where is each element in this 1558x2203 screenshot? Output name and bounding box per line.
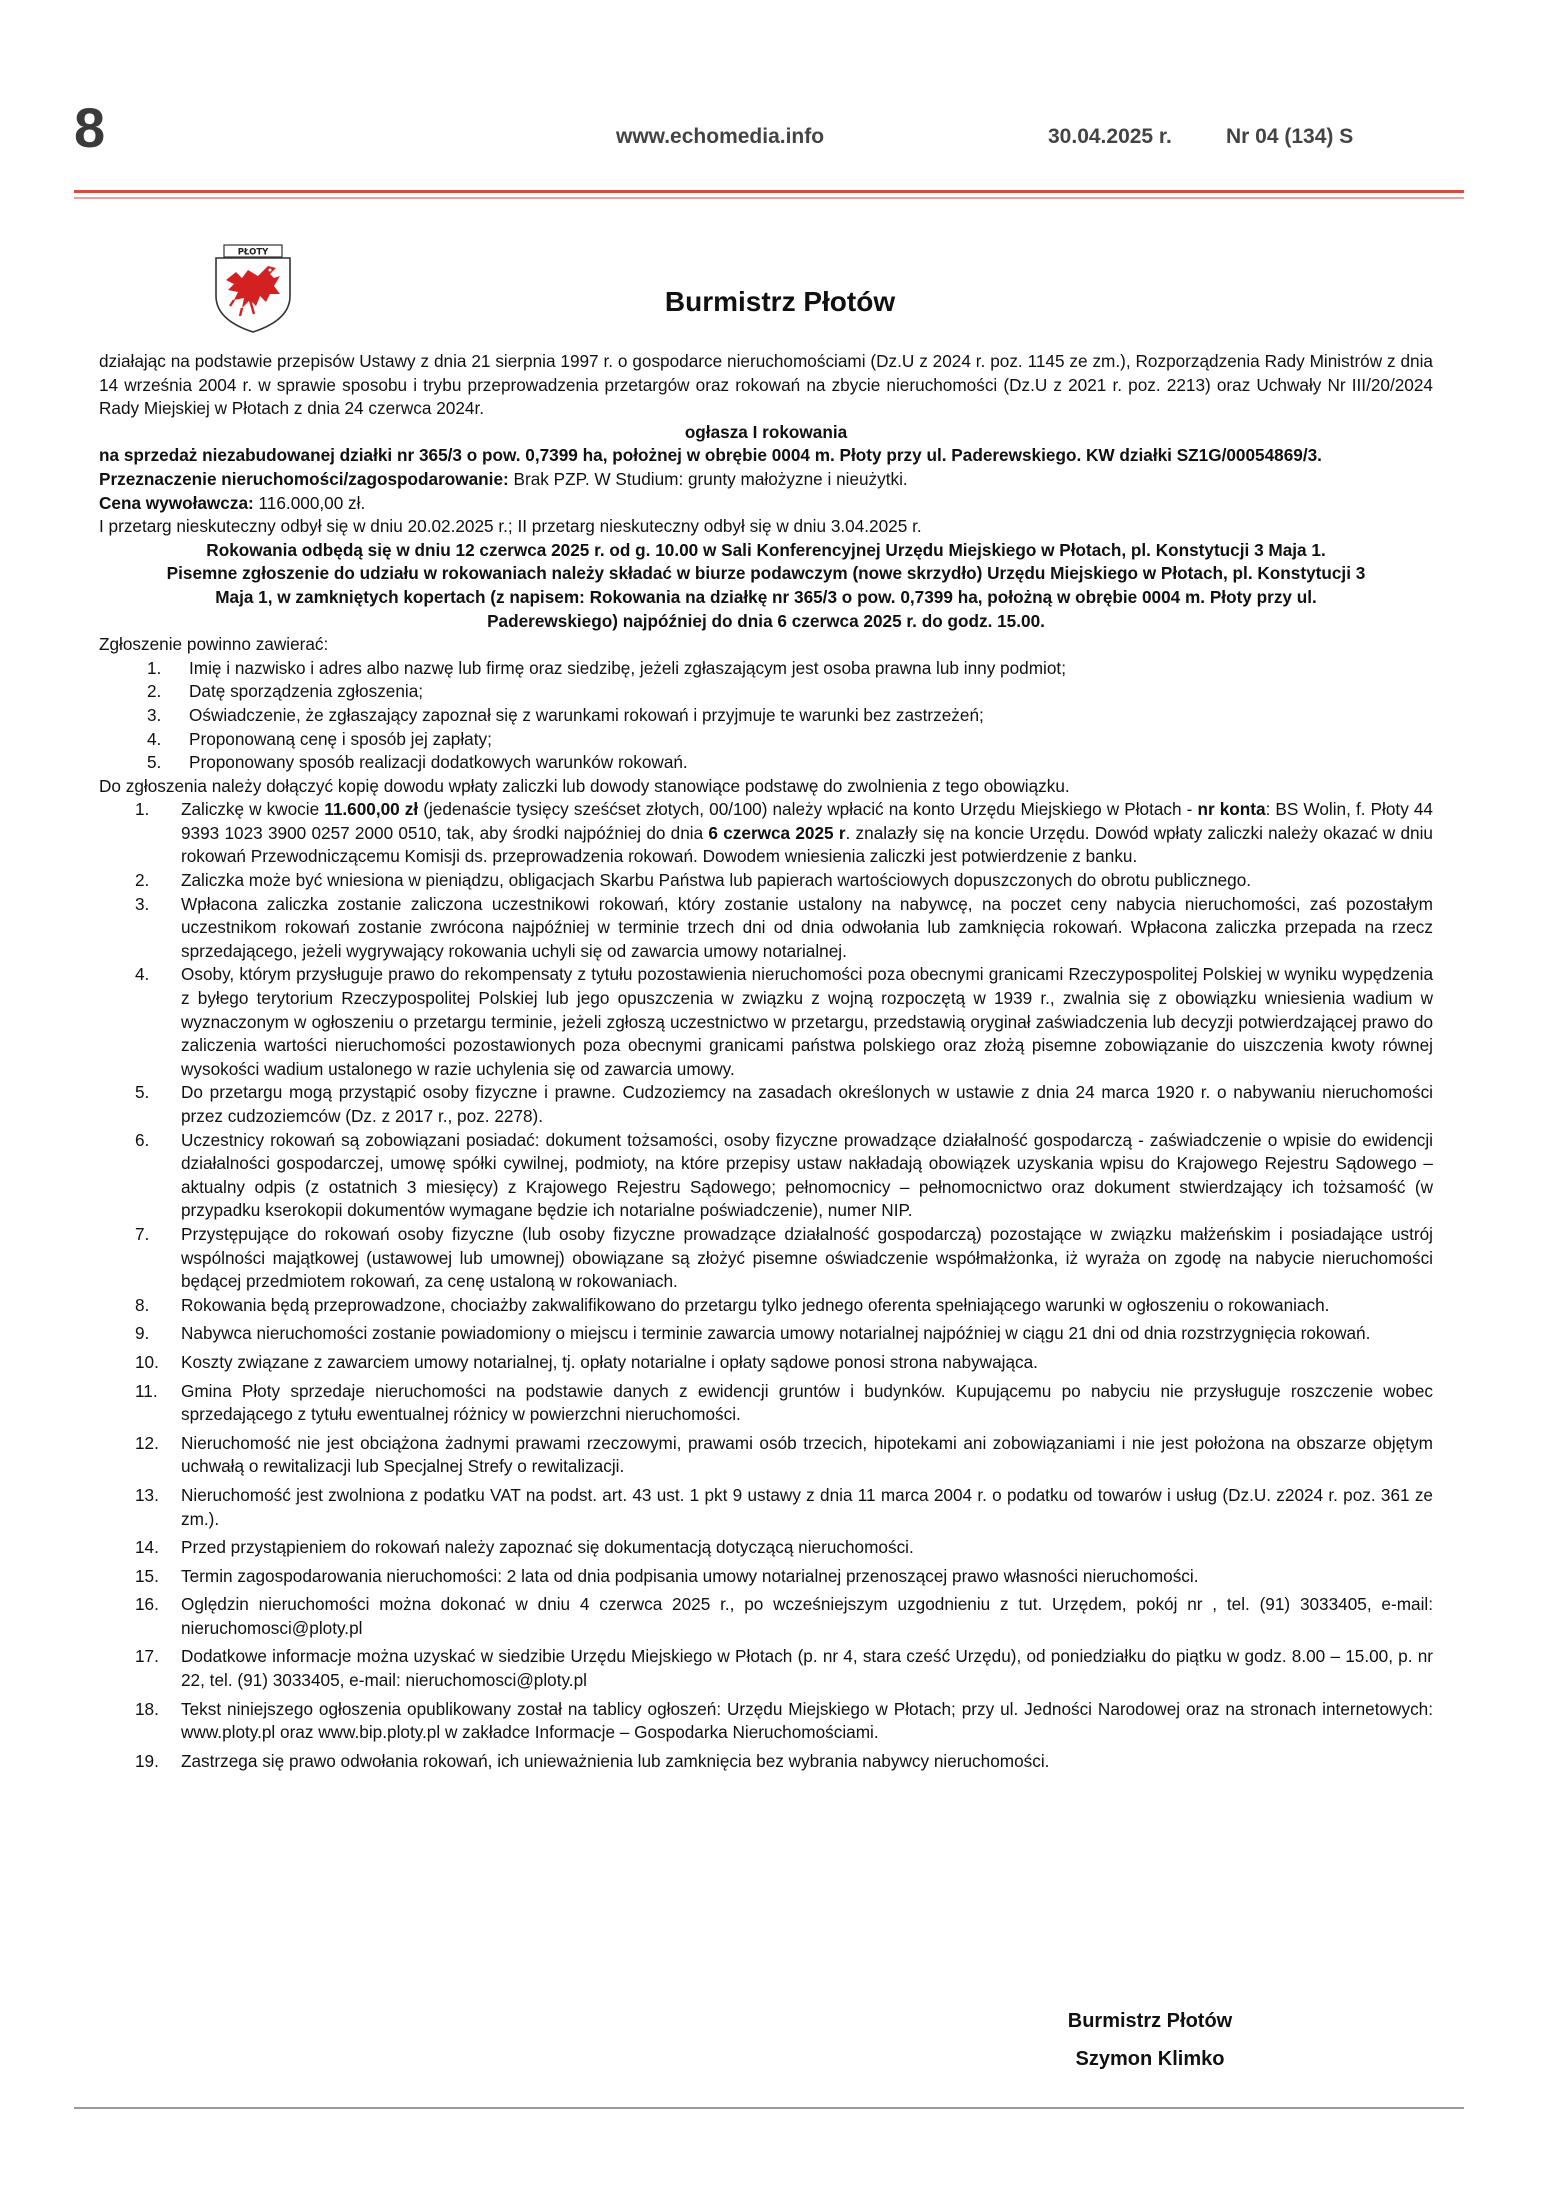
list-item-text: Oświadczenie, że zgłaszający zapoznał się z warunkami rokowań i przyjmuje te warunki bez zastrzeżeń; [189, 704, 984, 725]
list-item-text: Nabywca nieruchomości zostanie powiadomiony o miejscu i terminie zawarcia umowy notarialnej najpóźniej w ciągu 21 dni od dnia rozstrzygnięcia rokowań. [181, 1323, 1371, 1344]
list-item: 5. Proponowany sposób realizacji dodatkowych warunków rokowań. [147, 752, 688, 773]
list-item-text: Proponowaną cenę i sposób jej zapłaty; [189, 728, 492, 749]
list-item: 14. Przed przystąpieniem do rokowań należy zapoznać się dokumentacją dotyczącą nieruchomości. [135, 1537, 914, 1558]
list-item-text: Nieruchomość jest zwolniona z podatku VAT na podst. art. 43 ust. 1 pkt 9 ustawy z dnia 11 marca 2004 r. o podatku od towarów i usług (Dz.U. z2024 r. poz. 361 ze zm.). [181, 1484, 1433, 1529]
list-item: 2. Zaliczka może być wniesiona w pieniądzu, obligacjach Skarbu Państwa lub papierach wartościowych dopuszczonych do obrotu publicznego. [135, 870, 1252, 891]
announcement-body [99, 350, 1433, 1773]
page-title: Burmistrz Płotów [664, 286, 896, 317]
footer-rule [74, 2107, 1464, 2109]
previous-tenders: I przetarg nieskuteczny odbył się w dniu 20.02.2025 r.; II przetarg nieskuteczny odbył się w dniu 3.04.2025 r. [99, 516, 922, 537]
signature-title: Burmistrz Płotów [1067, 2010, 1233, 2032]
price-label: Cena wywoławcza: [99, 492, 254, 513]
list-item-text: Nieruchomość nie jest obciążona żadnymi prawami rzeczowymi, prawami osób trzecich, hipotekami ani zobowiązaniami i nie jest położona na obszarze objętym uchwałą o rewitalizacji lub Specjalnej Strefy o rewitalizacji. [181, 1432, 1433, 1477]
list-item-text: Rokowania będą przeprowadzone, chociażby zakwalifikowano do przetargu tylko jednego oferenta spełniającego warunki w ogłoszeniu o rokowaniach. [181, 1294, 1330, 1315]
list-item: 7. Przystępujące do rokowań osoby fizyczne (lub osoby fizyczne prowadzące działalność gospodarczą) pozostające w związku małżeńskim i posiadające ustrój wspólności majątkowej (ustawowej lub umownej) obowiązane są złożyć pisemne oświadczenie współmałżonka, iż wyraża on zgodę na nabycie nieruchomości będącej przedmiotem rokowań, za cenę ustaloną w rokowaniach. [135, 1223, 1433, 1292]
list-item: 13. Nieruchomość jest zwolniona z podatku VAT na podst. art. 43 ust. 1 pkt 9 ustawy z dnia 11 marca 2004 r. o podatku od towarów i usług (Dz.U. z2024 r. poz. 361 ze zm.). [135, 1484, 1433, 1529]
issue-number: Nr 04 (134) S [1226, 125, 1354, 148]
ploty-crest-icon [196, 244, 310, 334]
list-item-text: Dodatkowe informacje można uzyskać w siedzibie Urzędu Miejskiego w Płotach (p. nr 4, stara cześć Urzędu), od poniedziałku do piątku w godz. 8.00 – 15.00, p. nr 22, tel. (91) 3033405, e-mail: nieruchomosci@ploty.pl [181, 1646, 1433, 1691]
list-item: 3. Oświadczenie, że zgłaszający zapoznał się z warunkami rokowań i przyjmuje te warunki bez zastrzeżeń; [147, 704, 984, 725]
list-item-text: Imię i nazwisko i adres albo nazwę lub firmę oraz siedzibę, jeżeli zgłaszającym jest osoba prawna lub inny podmiot; [189, 657, 1066, 678]
list-item: 5. Do przetargu mogą przystąpić osoby fizyczne i prawne. Cudzoziemcy na zasadach określonych w ustawie z dnia 24 marca 1920 r. o nabywaniu nieruchomości przez cudzoziemców (Dz. z 2017 r., poz. 2278). [135, 1082, 1433, 1126]
page-number: 8 [74, 96, 106, 159]
header-rule-light [74, 197, 1464, 199]
negotiation-info: Rokowania odbędą się w dniu 12 czerwca 2025 r. od g. 10.00 w Sali Konferencyjnej Urzędu Miejskiego w Płotach, pl. Konstytucji 3 Maja 1. [206, 539, 1326, 560]
list-item-text: Termin zagospodarowania nieruchomości: 2 lata od dnia podpisania umowy notarialnej przenoszącej prawo własności nieruchomości. [181, 1565, 1199, 1586]
list-item: 2. Datę sporządzenia zgłoszenia; [147, 681, 424, 702]
list-item-text: Zaliczka może być wniesiona w pieniądzu, obligacjach Skarbu Państwa lub papierach wartościowych dopuszczonych do obrotu publicznego. [181, 870, 1252, 891]
header-rule [74, 190, 1464, 193]
announcement-heading: ogłasza I rokowania [684, 421, 848, 442]
purpose-value: Brak PZP. W Studium: grunty małożyzne i nieużytki. [508, 468, 908, 489]
subject-line: na sprzedaż niezabudowanej działki nr 365/3 o pow. 0,7399 ha, położnej w obrębie 0004 m. Płoty przy ul. Paderewskiego. KW działki SZ1G/00054869/3. [99, 445, 1322, 466]
list-item-text: Osoby, którym przysługuje prawo do rekompensaty z tytułu pozostawienia nieruchomości poza obecnymi granicami Rzeczypospolitej Polskiej w wyniku wypędzenia z byłego terytorium Rzeczypospolitej Polskiej lub jego opuszczenia w związku z wojną rozpoczętą w 1939 r., zwalnia się z obowiązku wniesienia wadium w wyznaczonym w ogłoszeniu o przetargu terminie, jeżeli zgłoszą uczestnictwo w przetargu, przedstawią oryginał zaświadczenia lub decyzji potwierdzającej prawo do zaliczenia wartości nieruchomości pozostawionych poza obecnymi granicami państwa polskiego oraz złożą pisemne zobowiązanie do uiszczenia kwoty równej wysokości wadium ustalonego w razie uchylenia się od zawarcia umowy. [181, 964, 1433, 1079]
list-item: 17. Dodatkowe informacje można uzyskać w siedzibie Urzędu Miejskiego w Płotach (p. nr 4, stara cześć Urzędu), od poniedziałku do piątku w godz. 8.00 – 15.00, p. nr 22, tel. (91) 3033405, e-mail: nieruchomosci@ploty.pl [135, 1646, 1433, 1691]
list-item-text: Tekst niniejszego ogłoszenia opublikowany został na tablicy ogłoszeń: Urzędu Miejskiego w Płotach; przy ul. Jedności Narodowej oraz na stronach internetowych: www.ploty.pl oraz www.bip.ploty.pl w zakładce Informacje – Gospodarka Nieruchomościami. [181, 1698, 1433, 1743]
attachment-note: Do zgłoszenia należy dołączyć kopię dowodu wpłaty zaliczki lub dowody stanowiące podstawę do zwolnienia z tego obowiązku. [99, 775, 1070, 796]
list-item: 8. Rokowania będą przeprowadzone, chociażby zakwalifikowano do przetargu tylko jednego oferenta spełniającego warunki w ogłoszeniu o rokowaniach. [135, 1294, 1330, 1315]
list-item-text: Uczestnicy rokowań są zobowiązani posiadać: dokument tożsamości, osoby fizyczne prowadzące działalność gospodarczą - zaświadczenie o wpisie do ewidencji działalności gospodarczej, umowę spółki cywilnej, podmioty, na które przepisy ustaw nakładają obowiązek uzyskania wpisu do Krajowego Rejestru Sądowego – aktualny odpis (z ostatnich 3 miesięcy) z Krajowego Rejestru Sądowego; pełnomocnicy – pełnomocnictwo oraz dokument stwierdzający ich tożsamość (w przypadku kserokopii dokumentów wymagane będzie ich notarialne poświadczenie), numer NIP. [181, 1129, 1433, 1221]
list-item-text: Przystępujące do rokowań osoby fizyczne (lub osoby fizyczne prowadzące działalność gospodarczą) pozostające w związku małżeńskim i posiadające ustrój wspólności majątkowej (ustawowej lub umownej) obowiązane są złożyć pisemne oświadczenie współmałżonka, iż wyraża on zgodę na nabycie nieruchomości będącej przedmiotem rokowań, za cenę ustaloną w rokowaniach. [181, 1223, 1433, 1292]
list-item: 10. Koszty związane z zawarciem umowy notarialnej, tj. opłaty notarialne i opłaty sądowe ponosi strona nabywająca. [135, 1351, 1038, 1372]
price-value: 116.000,00 zł. [253, 492, 366, 513]
list-item: 19. Zastrzega się prawo odwołania rokowań, ich unieważnienia lub zamknięcia bez wybrania nabywcy nieruchomości. [135, 1750, 1050, 1771]
list-item: 9. Nabywca nieruchomości zostanie powiadomiony o miejscu i terminie zawarcia umowy notarialnej najpóźniej w ciągu 21 dni od dnia rozstrzygnięcia rokowań. [135, 1323, 1371, 1344]
list-item: 1. Zaliczkę w kwocie 11.600,00 zł (jedenaście tysięcy sześćset złotych, 00/100) należy wpłacić na konto Urzędu Miejskiego w Płotach - nr konta: BS Wolin, f. Płoty 44 9393 1023 3900 0257 2000 0510, tak, aby środki najpóźniej do dnia 6 czerwca 2025 r. znalazły się na koncie Urzędu. Dowód wpłaty zaliczki należy okazać w dniu rokowań Przewodniczącemu Komisji ds. przeprowadzenia rokowań. Dowodem wniesienia zaliczki jest potwierdzenie z banku. [135, 799, 1433, 867]
price-line [99, 492, 1433, 516]
legal-basis: działając na podstawie przepisów Ustawy z dnia 21 sierpnia 1997 r. o gospodarce nieruchomościami (Dz.U z 2024 r. poz. 1145 ze zm.), Rozporządzenia Rady Ministrów z dnia 14 września 2004 r. w sprawie sposobu i trybu przeprowadzenia przetargów oraz rokowań na zbycie nieruchomości (Dz.U z 2021 r. poz. 2213) oraz Uchwały Nr III/20/2024 Rady Miejskiej w Płotach z dnia 24 czerwca 2024r. [99, 351, 1433, 419]
list-item: 6. Uczestnicy rokowań są zobowiązani posiadać: dokument tożsamości, osoby fizyczne prowadzące działalność gospodarczą - zaświadczenie o wpisie do ewidencji działalności gospodarczej, umowę spółki cywilnej, podmioty, na które przepisy ustaw nakładają obowiązek uzyskania wpisu do Krajowego Rejestru Sądowego – aktualny odpis (z ostatnich 3 miesięcy) z Krajowego Rejestru Sądowego; pełnomocnicy – pełnomocnictwo oraz dokument stwierdzający ich tożsamość (w przypadku kserokopii dokumentów wymagane będzie ich notarialne poświadczenie), numer NIP. [135, 1129, 1433, 1221]
signature-name: Szymon Klimko [1075, 2048, 1225, 2070]
list-item: 12. Nieruchomość nie jest obciążona żadnymi prawami rzeczowymi, prawami osób trzecich, hipotekami ani zobowiązaniami i nie jest położona na obszarze objętym uchwałą o rewitalizacji lub Specjalnej Strefy o rewitalizacji. [135, 1432, 1433, 1477]
application-requirements-list [99, 657, 1433, 775]
list-item-text: Przed przystąpieniem do rokowań należy zapoznać się dokumentacją dotyczącą nieruchomości. [181, 1537, 914, 1558]
list-item-text: Wpłacona zaliczka zostanie zaliczona uczestnikowi rokowań, który zostanie ustalony na nabywcę, na poczet ceny nabycia nieruchomości, zaś pozostałym uczestnikom rokowań zostanie zwrócona najpóźniej w terminie trzech dni od dnia odwołania lub zamknięcia rokowań. Wpłacona zaliczka przepada na rzecz sprzedającego, jeżeli wygrywający rokowania uchyli się od zawarcia umowy notarialnej. [181, 893, 1433, 961]
account-label: nr konta [1197, 799, 1266, 820]
list-item: 16. Oględzin nieruchomości można dokonać w dniu 4 czerwca 2025 r., po wcześniejszym uzgodnieniu z tut. Urzędem, pokój nr , tel. (91) 3033405, e-mail: nieruchomosci@ploty.pl [135, 1594, 1433, 1638]
list-item-text: Proponowany sposób realizacji dodatkowych warunków rokowań. [189, 752, 688, 773]
website-link[interactable]: www.echomedia.info [616, 125, 825, 148]
list-item-text: Datę sporządzenia zgłoszenia; [189, 681, 424, 702]
purpose-line [99, 468, 1433, 492]
list-item-text: Zastrzega się prawo odwołania rokowań, ich unieważnienia lub zamknięcia bez wybrania nabywcy nieruchomości. [181, 1750, 1050, 1771]
list-item: 3. Wpłacona zaliczka zostanie zaliczona uczestnikowi rokowań, który zostanie ustalony na nabywcę, na poczet ceny nabycia nieruchomości, zaś pozostałym uczestnikom rokowań zostanie zwrócona najpóźniej w terminie trzech dni od dnia odwołania lub zamknięcia rokowań. Wpłacona zaliczka przepada na rzecz sprzedającego, jeżeli wygrywający rokowania uchyli się od zawarcia umowy notarialnej. [135, 893, 1433, 961]
list-item-text: Do przetargu mogą przystąpić osoby fizyczne i prawne. Cudzoziemcy na zasadach określonych w ustawie z dnia 24 marca 1920 r. o nabywaniu nieruchomości przez cudzoziemców (Dz. z 2017 r., poz. 2278). [181, 1082, 1433, 1126]
crest-label: PŁOTY [237, 247, 269, 258]
deposit-deadline: 6 czerwca 2025 r [708, 822, 846, 843]
submission-info: Pisemne zgłoszenie do udziału w rokowaniach należy składać w biurze podawczym (nowe skrzydło) Urzędu Miejskiego w Płotach, pl. Konstytucji 3 Maja 1, w zamkniętych kopertach (z napisem: Rokowania na działkę nr 365/3 o pow. 0,7399 ha, położną w obrębie 0004 m. Płoty przy ul. Paderewskiego) najpóźniej do dnia 6 czerwca 2025 r. do godz. 15.00. [166, 563, 1366, 631]
issue-date: 30.04.2025 r. [1048, 125, 1172, 148]
list-item: 4. Osoby, którym przysługuje prawo do rekompensaty z tytułu pozostawienia nieruchomości poza obecnymi granicami Rzeczypospolitej Polskiej w wyniku wypędzenia z byłego terytorium Rzeczypospolitej Polskiej lub jego opuszczenia w związku z wojną rozpoczętą w 1939 r., zwalnia się z obowiązku wniesienia wadium w wyznaczonym w ogłoszeniu o przetargu terminie, jeżeli zgłoszą uczestnictwo w przetargu, przedstawią oryginał zaświadczenia lub decyzji potwierdzającej prawo do zaliczenia wartości nieruchomości pozostawionych poza obecnymi granicami państwa polskiego oraz złożą pisemne zobowiązanie do uiszczenia kwoty równej wysokości wadium ustalonego w razie uchylenia się od zawarcia umowy. [135, 964, 1433, 1079]
list-item: 15. Termin zagospodarowania nieruchomości: 2 lata od dnia podpisania umowy notarialnej przenoszącej prawo własności nieruchomości. [135, 1565, 1199, 1586]
list-item: 18. Tekst niniejszego ogłoszenia opublikowany został na tablicy ogłoszeń: Urzędu Miejskiego w Płotach; przy ul. Jedności Narodowej oraz na stronach internetowych: www.ploty.pl oraz www.bip.ploty.pl w zakładce Informacje – Gospodarka Nieruchomościami. [135, 1698, 1433, 1743]
purpose-label: Przeznaczenie nieruchomości/zagospodarowanie: [99, 468, 509, 489]
conditions-list [99, 798, 1433, 1773]
list-item: 4. Proponowaną cenę i sposób jej zapłaty; [147, 728, 492, 749]
list-item: 1. Imię i nazwisko i adres albo nazwę lub firmę oraz siedzibę, jeżeli zgłaszającym jest osoba prawna lub inny podmiot; [147, 657, 1066, 678]
application-intro: Zgłoszenie powinno zawierać: [99, 634, 329, 655]
list-item-text: Gmina Płoty sprzedaje nieruchomości na podstawie danych z ewidencji gruntów i budynków. Kupującemu po nabyciu nie przysługuje roszczenie wobec sprzedającego z tytułu ewentualnej różnicy w powierzchni nieruchomości. [181, 1380, 1433, 1425]
list-item: 11. Gmina Płoty sprzedaje nieruchomości na podstawie danych z ewidencji gruntów i budynków. Kupującemu po nabyciu nie przysługuje roszczenie wobec sprzedającego z tytułu ewentualnej różnicy w powierzchni nieruchomości. [135, 1380, 1433, 1425]
list-item-text: Oględzin nieruchomości można dokonać w dniu 4 czerwca 2025 r., po wcześniejszym uzgodnieniu z tut. Urzędem, pokój nr , tel. (91) 3033405, e-mail: nieruchomosci@ploty.pl [181, 1594, 1433, 1638]
deposit-amount: 11.600,00 zł [324, 799, 419, 820]
list-item-text: Koszty związane z zawarciem umowy notarialnej, tj. opłaty notarialne i opłaty sądowe ponosi strona nabywająca. [181, 1351, 1038, 1372]
